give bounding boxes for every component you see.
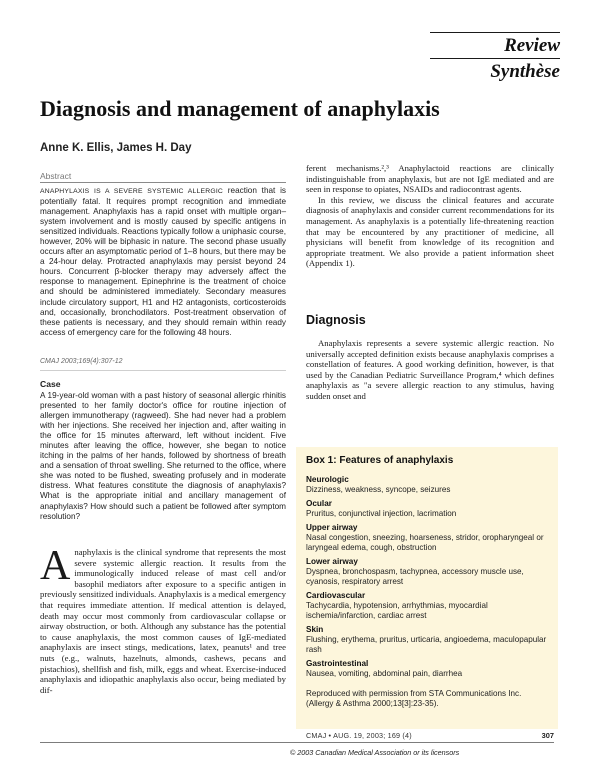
box-feature-heading: Gastrointestinal — [306, 659, 369, 668]
box-feature — [306, 625, 550, 655]
abstract-rule — [40, 182, 286, 183]
abstract-lead: ANAPHYLAXIS IS A SEVERE SYSTEMIC ALLERGIC — [40, 188, 224, 195]
section-rule-middle — [430, 58, 560, 59]
features-box — [296, 447, 558, 729]
right-column-intro — [306, 163, 554, 269]
diagnosis-heading: Diagnosis — [306, 313, 366, 327]
right-paragraph-1: ferent mechanisms.²,³ Anaphylactoid reactions are clinically indistinguishable from anaphylaxis, but are not IgE mediated and are seen in response to opiates, NSAIDs and radiocontrast agents. — [306, 163, 554, 195]
citation: CMAJ 2003;169(4):307-12 — [40, 358, 123, 365]
section-label-review: Review — [504, 35, 560, 56]
box-feature-text: Dyspnea, bronchospasm, tachypnea, accessory muscle use, cyanosis, respiratory arrest — [306, 567, 524, 586]
article-authors: Anne K. Ellis, James H. Day — [40, 142, 192, 154]
box-title: Box 1: Features of anaphylaxis — [306, 455, 454, 466]
box-feature — [306, 523, 550, 553]
box-feature-heading: Ocular — [306, 499, 332, 508]
box-feature-text: Nausea, vomiting, abdominal pain, diarrhea — [306, 669, 463, 678]
abstract-body: reaction that is potentially fatal. It requires prompt recognition and immediate management. Anaphylaxis has a rapid onset with multiple organ–system involvement and is mostly caused by specific antigens in sensitized individuals. Reactions typically follow a uniphasic course, however, 20% will be biphasic in nature. The second phase usually occurs after an asymptomatic period of 1–8 hours, but there may be a 24-hour delay. Protracted anaphylaxis may persist beyond 24 hours. Concurrent β-blocker therapy may adversely affect the response to management. Epinephrine is the treatment of choice and should be administered immediately. Secondary measures include circulatory support, H1 and H2 antagonists, corticosteroids and, occasionally, bronchodilators. Post-treatment observation of these patients is necessary, and they should remain within ready access of emergency care for the following 48 hours. — [40, 186, 286, 337]
box-feature-heading: Lower airway — [306, 557, 358, 566]
box-feature — [306, 499, 550, 519]
box-feature — [306, 557, 550, 587]
section-label-synthese: Synthèse — [490, 61, 560, 82]
drop-cap: A — [40, 543, 71, 589]
right-paragraph-2: In this review, we discuss the clinical features and accurate diagnosis of anaphylaxis and consider current recommendations for its management. As anaphylaxis is a potentially life-threatening reaction that may be encountered by any practitioner of medicine, all physicians will benefit from knowledge of its recognition and appropriate treatment. We also provide a patient information sheet (Appendix 1). — [306, 194, 554, 269]
abstract-heading: Abstract — [40, 171, 72, 181]
footer-journal-line: CMAJ • AUG. 19, 2003; 169 (4) — [306, 731, 412, 740]
box-feature-text: Flushing, erythema, pruritus, urticaria, angioedema, maculopapular rash — [306, 635, 547, 654]
intro-body: naphylaxis is the clinical syndrome that represents the most severe systemic allergic reaction. It results from the immunologically induced release of mast cell and/or basophil mediators after exposure to a specific antigen in previously sensitized individuals. Anaphylaxis is a medical emergency that requires immediate attention. If medical attention is delayed, death may occur most commonly from cardiovascular collapse or airway obstruction, or both. Although any substance has the potential to cause anaphylaxis, the most common causes of IgE-mediated anaphylaxis are insect stings, medications, latex, peanuts¹ and tree nuts (e.g., walnuts, hazelnuts, almonds, cashews, pecans and pistachios), shellfish and fish, milk, eggs and wheat. Exercise-induced anaphylaxis and idiopathic anaphylaxis also occur, being mediated by dif- — [40, 547, 286, 695]
case-body: A 19-year-old woman with a past history of seasonal allergic rhinitis presented to her family doctor's office for routine injection of allergen immunotherapy (ragweed). She had never had a problem with her injections. She received her injection and, after waiting in the office for 15 minutes afterward, left without incident. Five minutes after leaving the office, however, she began to notice itching in the palms of her hands, followed by shortness of breath and a sensation of throat swelling. She returned to the office, where she was noted to be flushed, sweating profusely and in moderate distress. What features constitute the diagnosis of anaphylaxis? What is the appropriate initial and ancillary management of anaphylaxis? How should such a patient be followed after symptom resolution? — [40, 391, 286, 521]
case-heading: Case — [40, 379, 61, 389]
page-number: 307 — [541, 731, 554, 740]
box-feature-heading: Upper airway — [306, 523, 358, 532]
box-feature-text: Tachycardia, hypotension, arrhythmias, myocardial ischemia/infarction, cardiac arrest — [306, 601, 488, 620]
box-feature-text: Nasal congestion, sneezing, hoarseness, stridor, oropharyngeal or laryngeal edema, cough, obstruction — [306, 533, 544, 552]
box-feature-text: Pruritus, conjunctival injection, lacrimation — [306, 509, 457, 518]
intro-paragraph — [40, 543, 286, 695]
diagnosis-body: Anaphylaxis represents a severe systemic allergic reaction. No universally accepted definition exists because anaphylaxis comprises a constellation of features. A good working definition, however, is that used by the Canadian Pediatric Surveillance Program,⁴ which defines anaphylaxis as "a severe allergic reaction to any stimulus, having sudden onset and — [306, 338, 554, 401]
box-feature — [306, 659, 550, 679]
box-feature-heading: Neurologic — [306, 475, 349, 484]
box-feature — [306, 475, 550, 495]
section-rule-top — [430, 32, 560, 33]
abstract-text — [40, 186, 286, 338]
citation-rule — [40, 370, 286, 371]
article-title: Diagnosis and management of anaphylaxis — [40, 96, 440, 121]
box-feature-text: Dizziness, weakness, syncope, seizures — [306, 485, 451, 494]
box-feature-heading: Cardiovascular — [306, 591, 366, 600]
box-credit: Reproduced with permission from STA Communications Inc. (Allergy & Asthma 2000;13[3]:23-35). — [306, 689, 522, 708]
box-feature — [306, 591, 550, 621]
features-box-content — [306, 455, 550, 709]
footer-rule — [40, 742, 554, 743]
box-feature-heading: Skin — [306, 625, 324, 634]
copyright-notice: © 2003 Canadian Medical Association or its licensors — [290, 748, 460, 757]
